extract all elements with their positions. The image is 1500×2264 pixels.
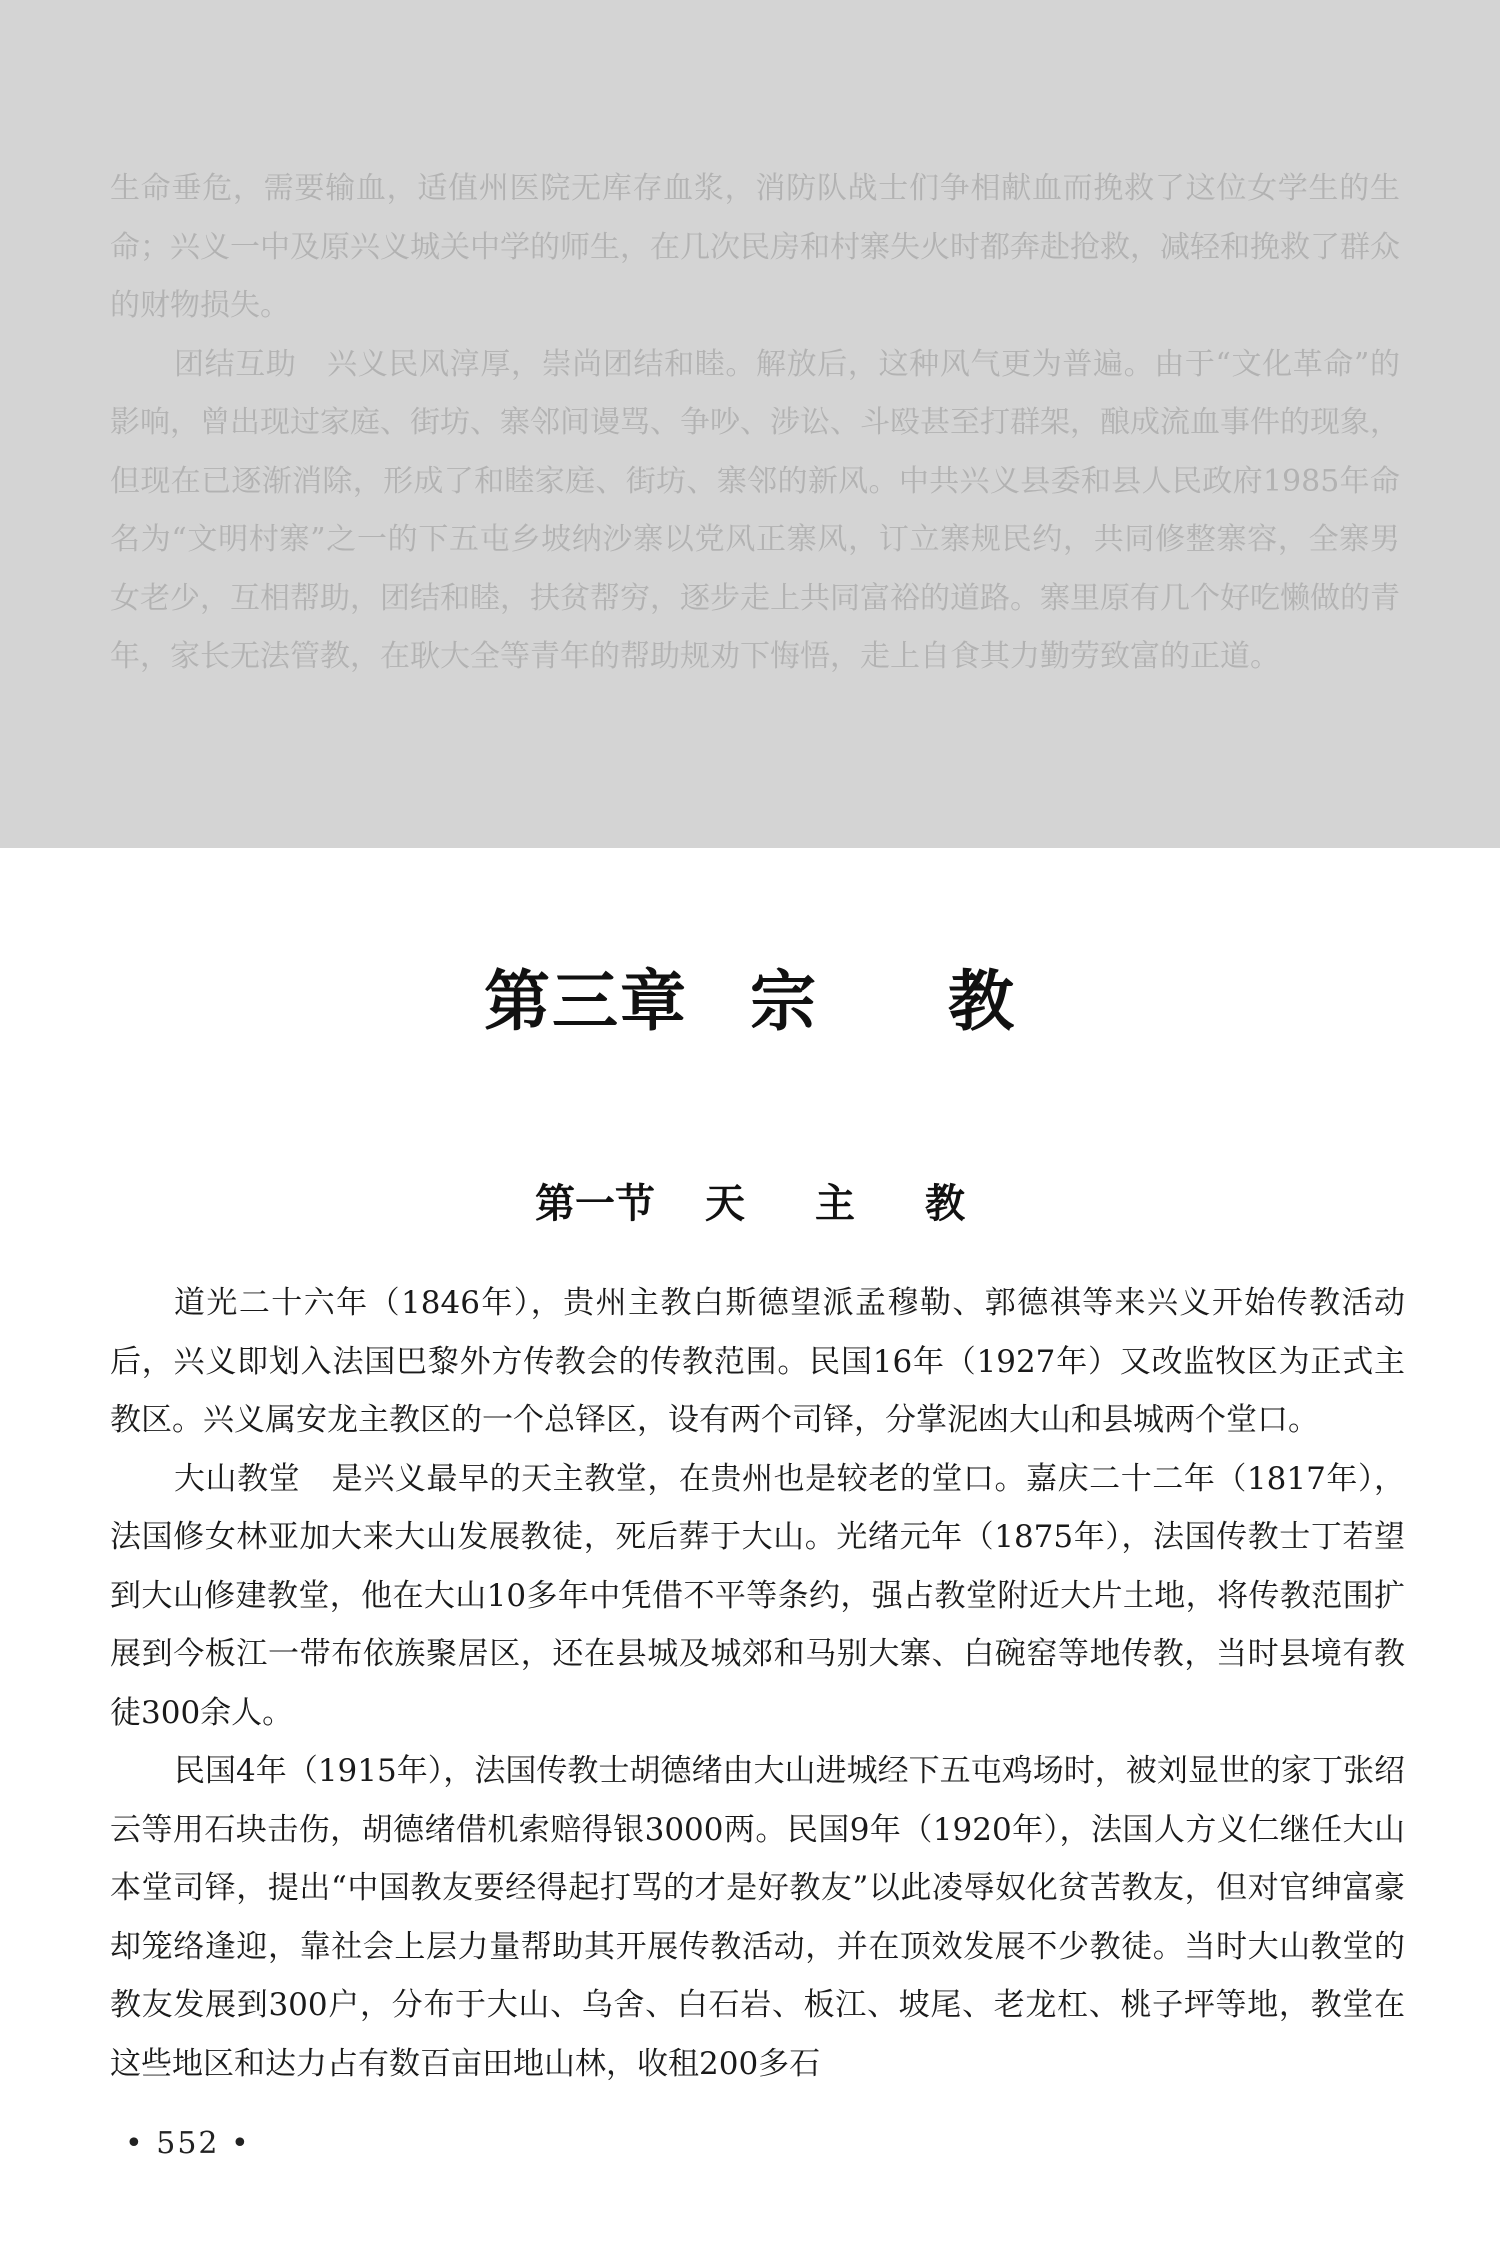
chapter-number: 第三章: [484, 962, 688, 1040]
section-number: 第一节: [535, 1180, 655, 1227]
chapter-title-char: 宗: [750, 962, 818, 1040]
section-title-char: 主: [815, 1180, 855, 1227]
previous-paragraph: 团结互助 兴义民风淳厚，崇尚团结和睦。解放后，这种风气更为普遍。由于“文化革命”的影响，曾出现过家庭、街坊、寨邻间谩骂、争吵、涉讼、斗殴甚至打群架，酿成流血事件的现象，但现在已逐渐消除，形成了和睦家庭、街坊、寨邻的新风。中共兴义县委和县人民政府1985年命名为“文明村寨”之一的下五屯乡坡纳沙寨以党风正寨风，订立寨规民约，共同修整寨容，全寨男女老少，互相帮助，团结和睦，扶贫帮穷，逐步走上共同富裕的道路。寨里原有几个好吃懒做的青年，家长无法管教，在耿大全等青年的帮助规劝下悔悟，走上自食其力勤劳致富的正道。: [110, 346, 1400, 674]
body-paragraph: 民国4年（1915年），法国传教士胡德绪由大山进城经下五屯鸡场时，被刘显世的家丁张绍云等用石块击伤，胡德绪借机索赔得银3000两。民国9年（1920年），法国人方义仁继任大山本堂司铎，提出“中国教友要经得起打骂的才是好教友”以此凌辱奴化贫苦教友，但对官绅富豪却笼络逢迎，靠社会上层力量帮助其开展传教活动，并在顶效发展不少教徒。当时大山教堂的教友发展到300户，分布于大山、乌舍、白石岩、板江、坡尾、老龙杠、桃子坪等地，教堂在这些地区和达力占有数百亩田地山林，收租200多石: [110, 1753, 1405, 2082]
previous-paragraph: 生命垂危，需要输血，适值州医院无库存血浆，消防队战士们争相献血而挽救了这位女学生的生命；兴义一中及原兴义城关中学的师生，在几次民房和村寨失火时都奔赴抢救，减轻和挽救了群众的财物损失。: [110, 171, 1400, 323]
section-title-char: 天: [705, 1180, 745, 1227]
section-body: [110, 1274, 1405, 2093]
page-number: • 552 •: [125, 2126, 251, 2161]
chapter-title: [0, 948, 1500, 1043]
previous-section-shaded-block: [0, 0, 1500, 848]
section-title-char: 教: [925, 1180, 965, 1227]
chapter-title-char: 教: [948, 962, 1016, 1040]
previous-section-text: [110, 160, 1400, 687]
body-paragraph: 道光二十六年（1846年），贵州主教白斯德望派孟穆勒、郭德祺等来兴义开始传教活动后，兴义即划入法国巴黎外方传教会的传教范围。民国16年（1927年）又改监牧区为正式主教区。兴义属安龙主教区的一个总铎区，设有两个司铎，分掌泥凼大山和县城两个堂口。: [110, 1285, 1405, 1438]
body-paragraph: 大山教堂 是兴义最早的天主教堂，在贵州也是较老的堂口。嘉庆二十二年（1817年），法国修女林亚加大来大山发展教徒，死后葬于大山。光绪元年（1875年），法国传教士丁若望到大山修建教堂，他在大山10多年中凭借不平等条约，强占教堂附近大片土地，将传教范围扩展到今板江一带布依族聚居区，还在县城及城郊和马别大寨、白碗窑等地传教，当时县境有教徒300余人。: [110, 1460, 1405, 1731]
section-title: [0, 1172, 1500, 1229]
